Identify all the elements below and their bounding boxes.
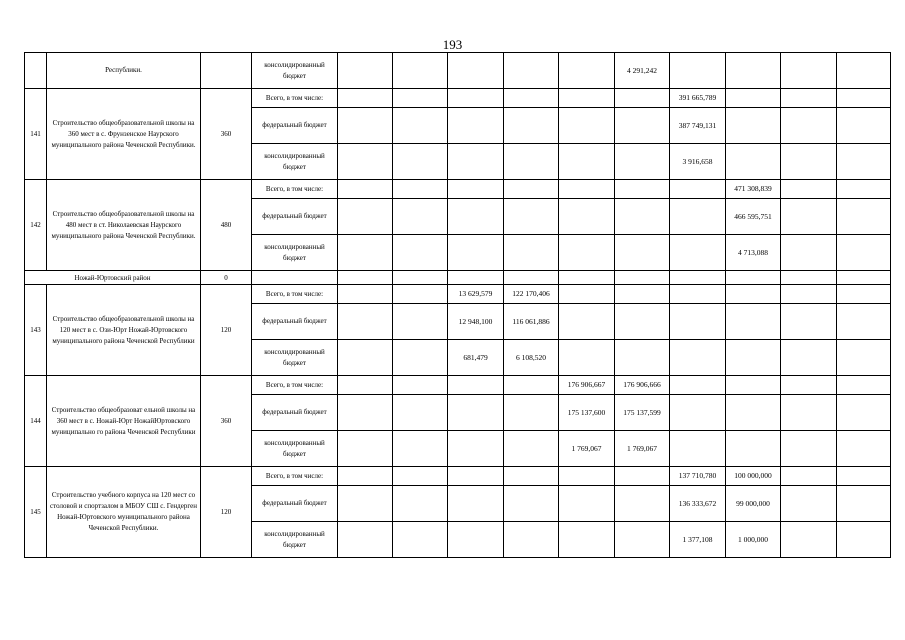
value-cell [726, 431, 781, 467]
value-cell [393, 285, 448, 304]
value-cell [338, 235, 393, 271]
value-cell [726, 395, 781, 431]
value-cell [726, 340, 781, 376]
budget-type-label: консолидированный бюджет [252, 522, 338, 558]
value-cell [559, 467, 615, 486]
value-cell [670, 53, 726, 89]
value-cell [338, 486, 393, 522]
value-cell [504, 89, 559, 108]
value-cell: 99 000,000 [726, 486, 781, 522]
value-cell [338, 53, 393, 89]
total-row [25, 467, 891, 486]
value-cell [559, 285, 615, 304]
budget-type-label: федеральный бюджет [252, 199, 338, 235]
value-cell [781, 89, 837, 108]
value-cell [448, 53, 504, 89]
value-cell [338, 108, 393, 144]
capacity-cell: 480 [201, 180, 252, 271]
value-cell: 6 108,520 [504, 340, 559, 376]
value-cell [393, 376, 448, 395]
value-cell [504, 431, 559, 467]
value-cell [781, 271, 837, 285]
value-cell [615, 486, 670, 522]
budget-type-label: консолидированный бюджет [252, 235, 338, 271]
value-cell [615, 340, 670, 376]
value-cell [338, 89, 393, 108]
value-cell [837, 89, 891, 108]
value-cell [338, 431, 393, 467]
value-cell [670, 235, 726, 271]
value-cell: 1 000,000 [726, 522, 781, 558]
project-name-cell: Строительство общеобразовательной школы на 480 мест в ст. Николаевская Наурского муниципального района Чеченской Республики. [47, 180, 201, 271]
value-cell [615, 304, 670, 340]
budget-type-label: Всего, в том числе: [252, 467, 338, 486]
value-cell: 176 906,667 [559, 376, 615, 395]
total-row [25, 180, 891, 199]
row-number-cell: 145 [25, 467, 47, 558]
value-cell [837, 304, 891, 340]
value-cell [559, 199, 615, 235]
value-cell [837, 431, 891, 467]
value-cell: 176 906,666 [615, 376, 670, 395]
value-cell [781, 199, 837, 235]
value-cell [781, 467, 837, 486]
value-cell [338, 376, 393, 395]
value-cell [837, 144, 891, 180]
value-cell [338, 144, 393, 180]
value-cell [670, 199, 726, 235]
value-cell [781, 53, 837, 89]
value-cell [781, 376, 837, 395]
value-cell [393, 395, 448, 431]
value-cell [837, 395, 891, 431]
value-cell: 4 713,088 [726, 235, 781, 271]
row-number-cell: 142 [25, 180, 47, 271]
value-cell [338, 395, 393, 431]
value-cell [504, 144, 559, 180]
value-cell [504, 108, 559, 144]
value-cell [559, 271, 615, 285]
value-cell [837, 376, 891, 395]
value-cell [670, 285, 726, 304]
value-cell [615, 522, 670, 558]
value-cell [615, 180, 670, 199]
value-cell [448, 486, 504, 522]
value-cell [448, 467, 504, 486]
value-cell [670, 271, 726, 285]
value-cell [726, 89, 781, 108]
value-cell [837, 53, 891, 89]
value-cell [448, 235, 504, 271]
value-cell [670, 340, 726, 376]
capacity-cell: 120 [201, 285, 252, 376]
value-cell [670, 376, 726, 395]
value-cell: 116 061,886 [504, 304, 559, 340]
value-cell [338, 522, 393, 558]
budget-type-label: Всего, в том числе: [252, 89, 338, 108]
value-cell [837, 271, 891, 285]
value-cell [338, 467, 393, 486]
budget-type-label: федеральный бюджет [252, 486, 338, 522]
value-cell [837, 486, 891, 522]
value-cell [670, 395, 726, 431]
value-cell: 1 769,067 [559, 431, 615, 467]
value-cell: 3 916,658 [670, 144, 726, 180]
budget-type-label [252, 271, 338, 285]
project-name-cell: Строительство общеобразовательной школы на 360 мест в с. Фрунзенское Наурского муниципального района Чеченской Республики. [47, 89, 201, 180]
value-cell [448, 271, 504, 285]
value-cell [448, 180, 504, 199]
budget-type-label: консолидированный бюджет [252, 144, 338, 180]
value-cell [559, 144, 615, 180]
value-cell [393, 486, 448, 522]
value-cell [393, 467, 448, 486]
district-section-row [25, 271, 891, 285]
value-cell [559, 235, 615, 271]
value-cell [393, 53, 448, 89]
value-cell [726, 108, 781, 144]
value-cell [393, 108, 448, 144]
value-cell [448, 395, 504, 431]
value-cell [338, 340, 393, 376]
value-cell: 4 291,242 [615, 53, 670, 89]
value-cell [504, 53, 559, 89]
value-cell [615, 271, 670, 285]
row-number-cell: 141 [25, 89, 47, 180]
value-cell [781, 431, 837, 467]
value-cell [448, 199, 504, 235]
capacity-cell [201, 53, 252, 89]
value-cell [559, 53, 615, 89]
value-cell [559, 340, 615, 376]
total-row [25, 89, 891, 108]
value-cell [837, 235, 891, 271]
value-cell [726, 271, 781, 285]
district-name: Ножай-Юртовский район [25, 271, 201, 285]
budget-type-label: консолидированный бюджет [252, 431, 338, 467]
value-cell [559, 304, 615, 340]
value-cell [837, 467, 891, 486]
value-cell [670, 304, 726, 340]
value-cell [504, 271, 559, 285]
value-cell [837, 285, 891, 304]
value-cell [559, 522, 615, 558]
value-cell [726, 53, 781, 89]
value-cell [837, 522, 891, 558]
budget-type-label: Всего, в том числе: [252, 285, 338, 304]
value-cell [781, 340, 837, 376]
value-cell: 100 000,000 [726, 467, 781, 486]
value-cell [504, 395, 559, 431]
total-row [25, 285, 891, 304]
row-number-cell: 143 [25, 285, 47, 376]
value-cell [781, 144, 837, 180]
row-number-cell: 144 [25, 376, 47, 467]
value-cell [504, 180, 559, 199]
value-cell [448, 144, 504, 180]
value-cell [504, 467, 559, 486]
continuation-row [25, 53, 891, 89]
budget-type-label: Всего, в том числе: [252, 180, 338, 199]
value-cell [393, 199, 448, 235]
project-name-cell: Строительство общеобразоват ельной школы на 360 мест в с. Ножай-Юрт НожайЮртовского муниципально го района Чеченской Республики [47, 376, 201, 467]
capacity-cell: 120 [201, 467, 252, 558]
value-cell [338, 304, 393, 340]
value-cell [338, 271, 393, 285]
budget-type-label: консолидированный бюджет [252, 340, 338, 376]
value-cell [670, 431, 726, 467]
page-number: 193 [442, 37, 463, 52]
value-cell [448, 89, 504, 108]
value-cell [781, 235, 837, 271]
value-cell: 471 308,839 [726, 180, 781, 199]
value-cell [393, 522, 448, 558]
project-name-cell: Строительство учебного корпуса на 120 мест со столовой и спортзалом в МБОУ СШ с. Гендерген Ножай-Юртовского муниципального района Чеченской Республики. [47, 467, 201, 558]
value-cell [338, 180, 393, 199]
value-cell [837, 180, 891, 199]
value-cell [559, 89, 615, 108]
project-name-cell: Республики. [47, 53, 201, 89]
value-cell: 466 595,751 [726, 199, 781, 235]
value-cell [615, 144, 670, 180]
value-cell [837, 340, 891, 376]
value-cell [615, 467, 670, 486]
value-cell [781, 486, 837, 522]
value-cell [338, 285, 393, 304]
value-cell [448, 522, 504, 558]
value-cell [504, 199, 559, 235]
value-cell [781, 108, 837, 144]
value-cell [504, 486, 559, 522]
value-cell [393, 235, 448, 271]
value-cell [504, 376, 559, 395]
value-cell: 137 710,780 [670, 467, 726, 486]
value-cell [615, 235, 670, 271]
value-cell: 391 665,789 [670, 89, 726, 108]
value-cell [559, 108, 615, 144]
total-row [25, 376, 891, 395]
value-cell [726, 304, 781, 340]
budget-type-label: федеральный бюджет [252, 108, 338, 144]
value-cell [393, 271, 448, 285]
value-cell [615, 89, 670, 108]
value-cell [559, 180, 615, 199]
district-capacity: 0 [201, 271, 252, 285]
value-cell [837, 199, 891, 235]
value-cell [615, 285, 670, 304]
value-cell: 1 769,067 [615, 431, 670, 467]
value-cell [393, 89, 448, 108]
value-cell [615, 108, 670, 144]
value-cell [781, 522, 837, 558]
value-cell [448, 376, 504, 395]
project-name-cell: Строительство общеобразовательной школы на 120 мест в с. Ози-Юрт Ножай-Юртовского муниципального района Чеченской Республики [47, 285, 201, 376]
row-number-cell [25, 53, 47, 89]
value-cell [504, 522, 559, 558]
value-cell: 175 137,600 [559, 395, 615, 431]
value-cell [393, 431, 448, 467]
value-cell [781, 285, 837, 304]
budget-table [24, 52, 891, 558]
value-cell [393, 180, 448, 199]
value-cell [559, 486, 615, 522]
budget-type-label: консолидированный бюджет [252, 53, 338, 89]
budget-type-label: федеральный бюджет [252, 395, 338, 431]
value-cell: 681,479 [448, 340, 504, 376]
value-cell [504, 235, 559, 271]
budget-type-label: Всего, в том числе: [252, 376, 338, 395]
value-cell: 122 170,406 [504, 285, 559, 304]
value-cell [670, 180, 726, 199]
value-cell: 1 377,108 [670, 522, 726, 558]
value-cell [338, 199, 393, 235]
value-cell [726, 144, 781, 180]
value-cell [393, 144, 448, 180]
capacity-cell: 360 [201, 376, 252, 467]
value-cell: 13 629,579 [448, 285, 504, 304]
value-cell [781, 304, 837, 340]
budget-type-label: федеральный бюджет [252, 304, 338, 340]
value-cell: 387 749,131 [670, 108, 726, 144]
value-cell: 136 333,672 [670, 486, 726, 522]
value-cell [448, 431, 504, 467]
capacity-cell: 360 [201, 89, 252, 180]
value-cell: 175 137,599 [615, 395, 670, 431]
value-cell [448, 108, 504, 144]
value-cell [615, 199, 670, 235]
value-cell: 12 948,100 [448, 304, 504, 340]
value-cell [837, 108, 891, 144]
value-cell [726, 376, 781, 395]
value-cell [393, 304, 448, 340]
value-cell [726, 285, 781, 304]
value-cell [393, 340, 448, 376]
value-cell [781, 395, 837, 431]
value-cell [781, 180, 837, 199]
